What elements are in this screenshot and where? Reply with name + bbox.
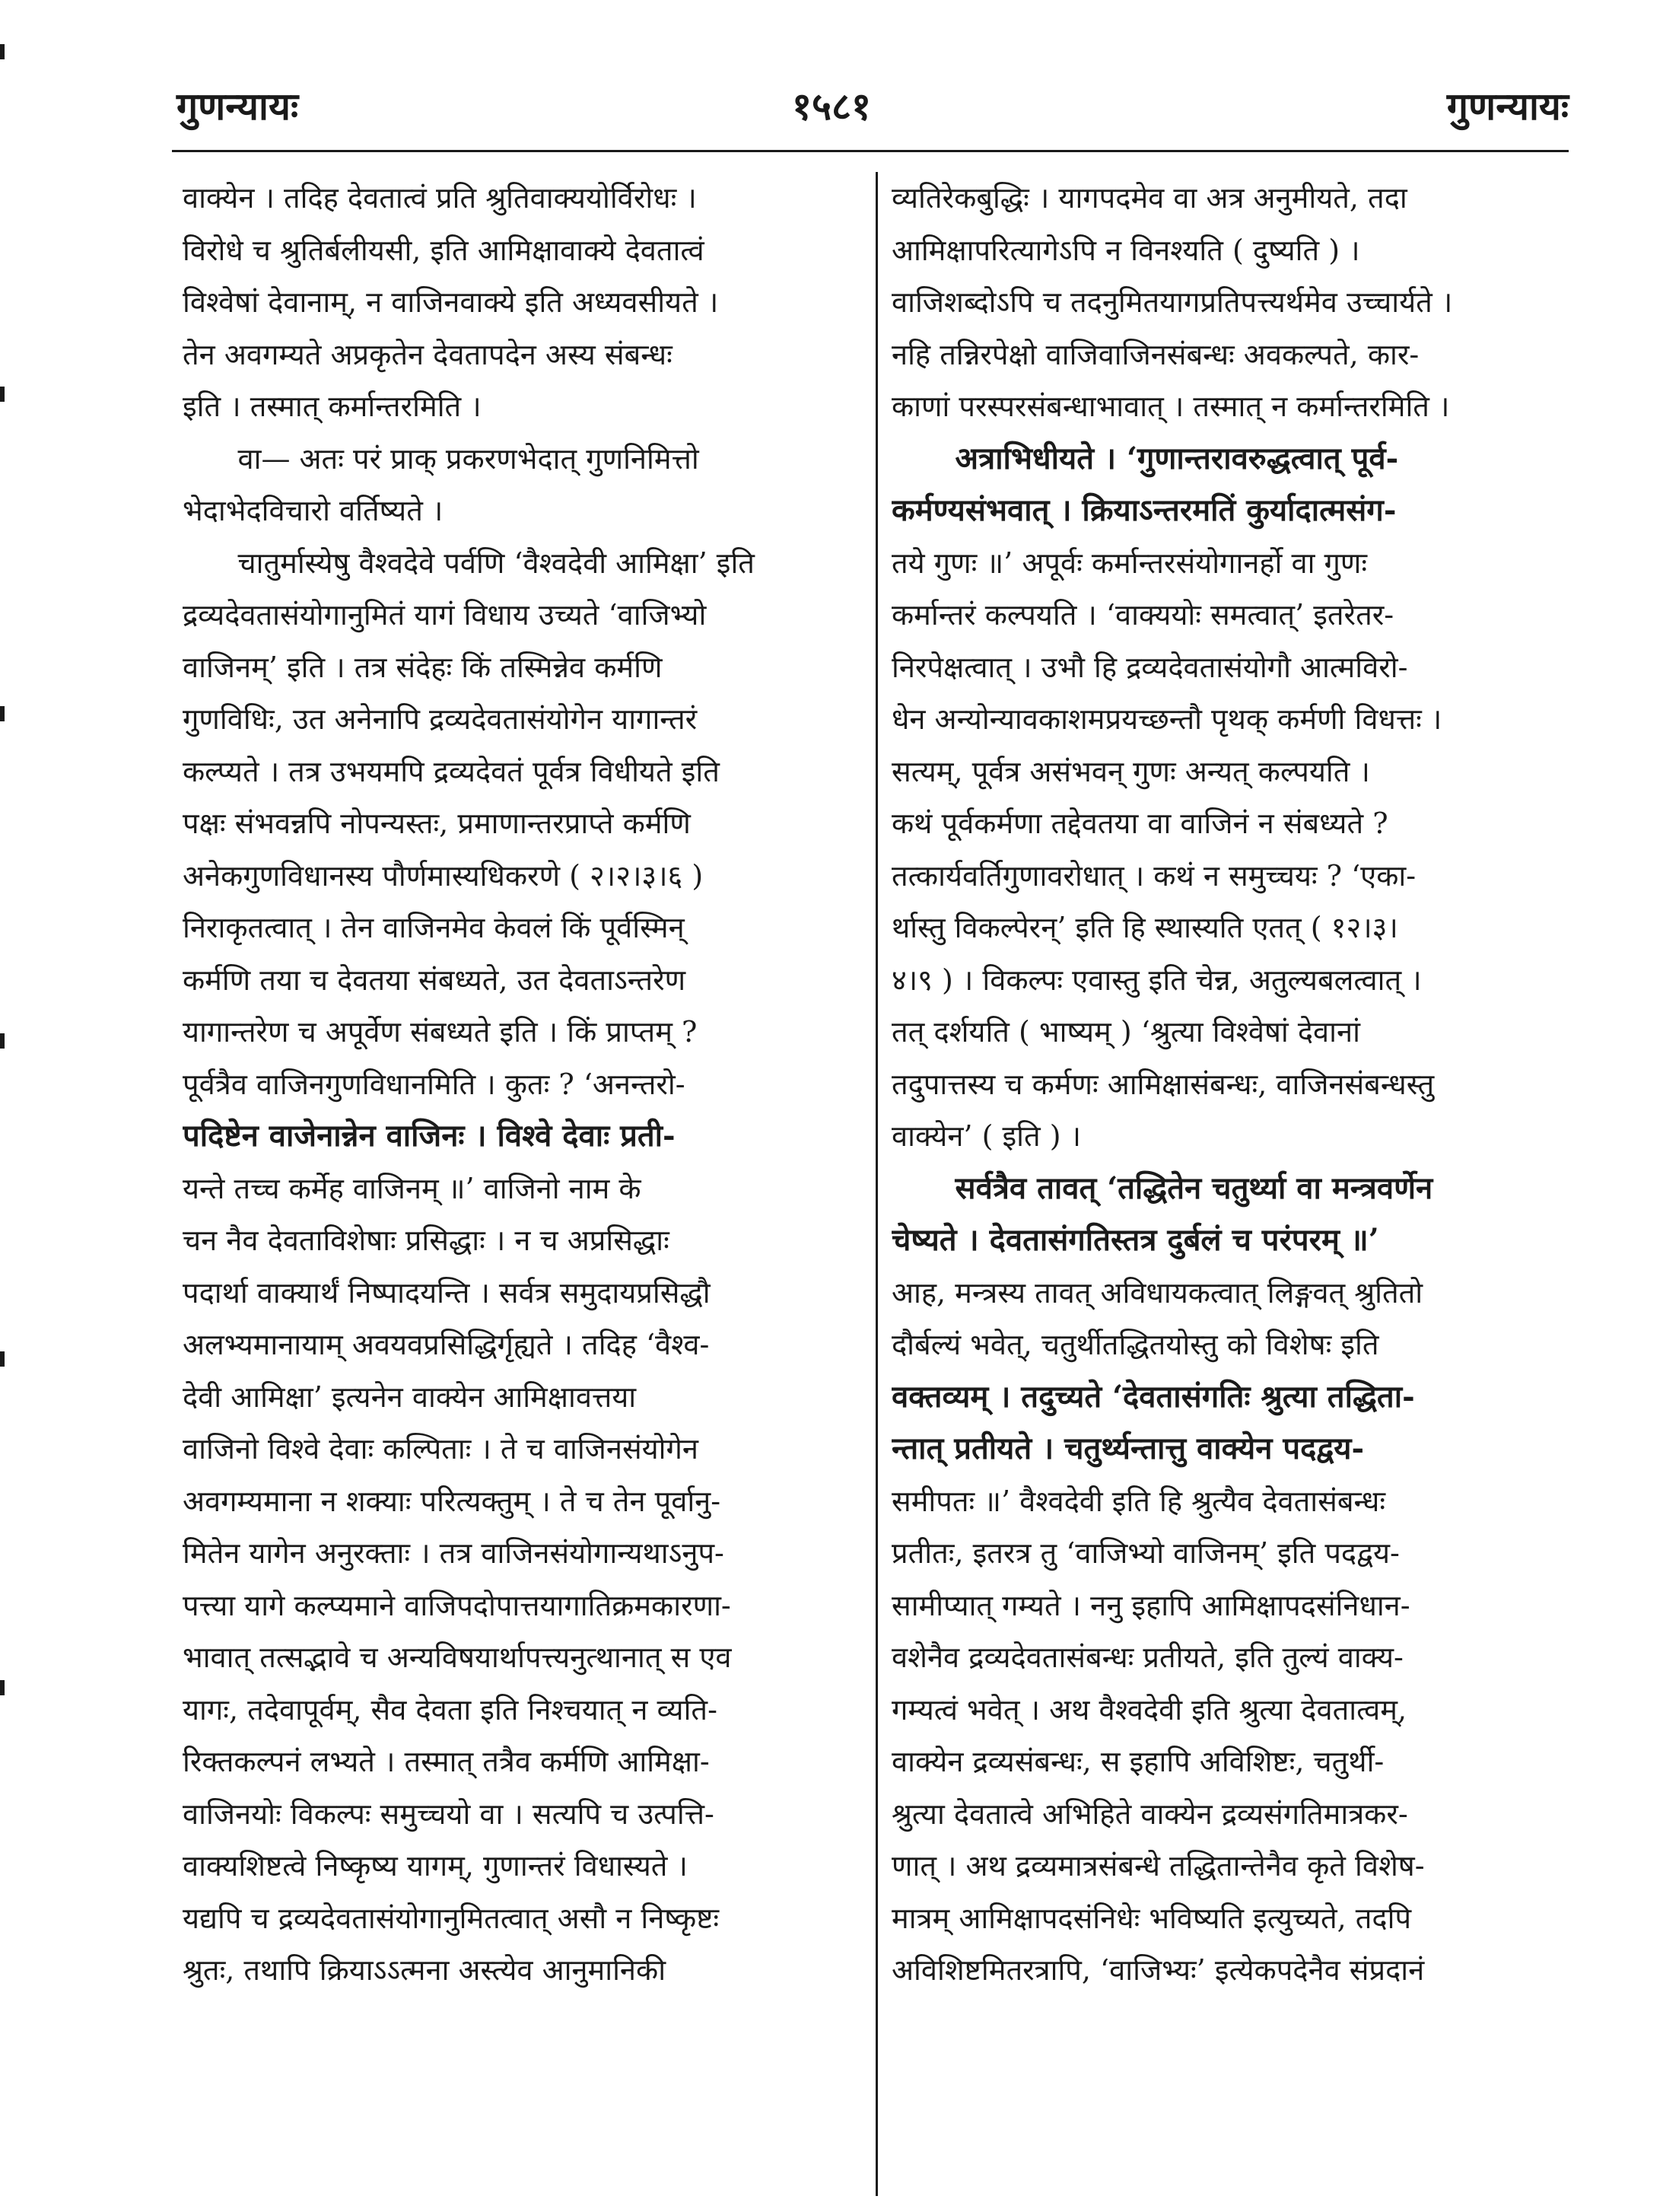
text-line: श्रुतः, तथापि क्रियाऽऽत्मना अस्त्येव आनुमानिकी [183, 1953, 666, 1987]
text-line: द्रव्यदेवतासंयोगानुमितं यागं विधाय उच्यते ‘वाजिभ्यो [183, 598, 707, 632]
scan-edge-mark [0, 1033, 5, 1049]
scan-edge-mark [0, 1351, 5, 1367]
running-title-right: गुणन्यायः [1446, 84, 1569, 129]
text-line: वा— अतः परं प्राक् प्रकरणभेदात् गुणनिमित्तो [183, 441, 699, 476]
text-line: पूर्वत्रैव वाजिनगुणविधानमिति । कुतः ? ‘अनन्तरो- [183, 1067, 685, 1101]
text-line: पक्षः संभवन्नपि नोपन्यस्तः, प्रमाणान्तरप्राप्ते कर्मणि [183, 807, 691, 840]
text-line: आमिक्षापरित्यागेऽपि न विनश्यति ( दुष्यति ) । [892, 233, 1360, 267]
text-line: तत्कार्यवर्तिगुणावरोधात् । कथं न समुच्चयः ? ‘एका- [892, 858, 1417, 893]
header-rule [172, 150, 1569, 152]
text-line: वशेनैव द्रव्यदेवतासंबन्धः प्रतीयते, इति तुल्यं वाक्य- [892, 1641, 1404, 1674]
text-line: अवगम्यमाना न शक्याः परित्यक्तुम् । ते च तेन पूर्वानु- [183, 1484, 721, 1518]
text-line: देवी आमिक्षा’ इत्यनेन वाक्येन आमिक्षावत्तया [183, 1380, 637, 1414]
text-line: गम्यत्वं भवेत् । अथ वैश्वदेवी इति श्रुत्या देवतात्वम्, [892, 1692, 1407, 1727]
running-title-left: गुणन्यायः [176, 84, 299, 129]
scan-edge-mark [0, 44, 5, 59]
text-line: दौर्बल्यं भवेत्, चतुर्थीतद्धितयोस्तु को विशेषः इति [892, 1328, 1379, 1361]
text-line: कर्मान्तरं कल्पयति । ‘वाक्ययोः समत्वात्’ इतरेतर- [892, 598, 1394, 632]
text-line: आह, मन्त्रस्य तावत् अविधायकत्वात् लिङ्गवत् श्रुतितो [892, 1275, 1423, 1310]
text-line: वाजिनम्’ इति । तत्र संदेहः किं तस्मिन्नेव कर्मणि [183, 650, 663, 684]
text-line: तये गुणः ॥’ अपूर्वः कर्मान्तरसंयोगानर्हो वा गुणः [892, 546, 1368, 580]
text-line: काणां परस्परसंबन्धाभावात् । तस्मात् न कर्मान्तरमिति । [892, 390, 1450, 423]
page-header [0, 76, 1663, 137]
text-line: पदार्था वाक्यार्थं निष्पादयन्ति । सर्वत्र समुदायप्रसिद्धौ [183, 1275, 711, 1310]
text-line: चन नैव देवताविशेषाः प्रसिद्धाः । न च अप्रसिद्धाः [183, 1224, 669, 1257]
text-line: पदिष्टेन वाजेनान्नेन वाजिनः । विश्वे देवाः प्रती- [183, 1118, 676, 1154]
text-line: भावात् तत्सद्भावे च अन्यविषयार्थापत्त्यनुत्थानात् स एव [183, 1641, 732, 1674]
text-line: कर्मण्यसंभवात् । क्रियाऽन्तरमतिं कुर्यादात्मसंग- [892, 492, 1397, 528]
text-line: समीपतः ॥’ वैश्वदेवी इति हि श्रुत्यैव देवतासंबन्धः [892, 1484, 1386, 1518]
text-line: गुणविधिः, उत अनेनापि द्रव्यदेवतासंयोगेन यागान्तरं [183, 702, 698, 736]
text-line: र्थास्तु विकल्पेरन्’ इति हि स्थास्यति एतत् ( १२।३। [892, 911, 1398, 944]
text-line: अविशिष्टमितरत्रापि, ‘वाजिभ्यः’ इत्येकपदेनैव संप्रदानं [892, 1953, 1425, 1987]
text-line: निराकृतत्वात् । तेन वाजिनमेव केवलं किं पूर्वस्मिन् [183, 911, 685, 944]
text-line: णात् । अथ द्रव्यमात्रसंबन्धे तद्धितान्तेनैव कृते विशेष- [892, 1849, 1425, 1883]
text-line: वाजिनो विश्वे देवाः कल्पिताः । ते च वाजिनसंयोगेन [183, 1432, 699, 1466]
text-line: तत् दर्शयति ( भाष्यम् ) ‘श्रुत्या विश्वेषां देवानां [892, 1015, 1360, 1049]
text-line: यागः, तदेवापूर्वम्, सैव देवता इति निश्चयात् न व्यति- [183, 1692, 717, 1727]
text-line: वाक्येन । तदिह देवतात्वं प्रति श्रुतिवाक्ययोर्विरोधः । [183, 181, 697, 215]
text-line: यन्ते तच्च कर्मेह वाजिनम् ॥’ वाजिनो नाम के [183, 1171, 641, 1205]
text-line: यागान्तरेण च अपूर्वेण संबध्यते इति । किं प्राप्तम् ? [183, 1015, 698, 1049]
text-line: प्रतीतः, इतरत्र तु ‘वाजिभ्यो वाजिनम्’ इति पदद्वय- [892, 1536, 1400, 1570]
text-line: नहि तन्निरपेक्षो वाजिवाजिनसंबन्धः अवकल्पते, कार- [892, 337, 1420, 371]
page-number: १५८१ [792, 84, 871, 129]
text-line: वाक्यशिष्टत्वे निष्कृष्य यागम्, गुणान्तरं विधास्यते । [183, 1849, 688, 1883]
text-line: रिक्तकल्पनं लभ्यते । तस्मात् तत्रैव कर्मणि आमिक्षा- [183, 1745, 710, 1778]
scan-edge-mark [0, 1680, 5, 1695]
text-line: मात्रम् आमिक्षापदसंनिधेः भविष्यति इत्युच्यते, तदपि [892, 1901, 1412, 1935]
text-line: वाजिशब्दोऽपि च तदनुमितयागप्रतिपत्त्यर्थमेव उच्चार्यते । [892, 285, 1453, 319]
text-line: यद्यपि च द्रव्यदेवतासंयोगानुमितत्वात् असौ न निष्कृष्टः [183, 1901, 720, 1935]
text-line: कर्मणि तया च देवतया संबध्यते, उत देवताऽन्तरेण [183, 963, 686, 997]
text-line: चातुर्मास्येषु वैश्वदेवे पर्वणि ‘वैश्वदेवी आमिक्षा’ इति [183, 546, 755, 580]
text-line: व्यतिरेकबुद्धिः । यागपदमेव वा अत्र अनुमीयते, तदा [892, 181, 1407, 215]
text-line: धेन अन्योन्यावकाशमप्रयच्छन्तौ पृथक् कर्मणी विधत्तः । [892, 702, 1442, 736]
text-line: वाजिनयोः विकल्पः समुच्चयो वा । सत्यपि च उत्पत्ति- [183, 1797, 714, 1831]
text-line: वाक्येन’ ( इति ) । [892, 1119, 1082, 1153]
text-line: निरपेक्षत्वात् । उभौ हि द्रव्यदेवतासंयोगौ आत्मविरो- [892, 650, 1408, 684]
text-line: सामीप्यात् गम्यते । ननु इहापि आमिक्षापदसंनिधान- [892, 1588, 1410, 1622]
text-line: अत्राभिधीयते । ‘गुणान्तरावरुद्धत्वात् पूर्व- [892, 440, 1399, 476]
scan-edge-mark [0, 387, 5, 402]
column-divider [876, 172, 878, 2196]
text-line: श्रुत्या देवतात्वे अभिहिते वाक्येन द्रव्यसंगतिमात्रकर- [892, 1797, 1408, 1831]
text-line: पत्त्या यागे कल्प्यमाने वाजिपदोपात्तयागातिक्रमकारणा- [183, 1588, 731, 1622]
text-line: सत्यम्, पूर्वत्र असंभवन् गुणः अन्यत् कल्पयति । [892, 754, 1370, 788]
text-line: मितेन यागेन अनुरक्ताः । तत्र वाजिनसंयोगान्यथाऽनुप- [183, 1536, 724, 1570]
left-column [183, 172, 852, 2200]
text-line: अलभ्यमानायाम् अवयवप्रसिद्धिर्गृह्यते । तदिह ‘वैश्व- [183, 1328, 710, 1361]
text-line: कल्प्यते । तत्र उभयमपि द्रव्यदेवतं पूर्वत्र विधीयते इति [183, 754, 720, 788]
text-line: वाक्येन द्रव्यसंबन्धः, स इहापि अविशिष्टः, चतुर्थी- [892, 1745, 1385, 1778]
text-line: वक्तव्यम् । तदुच्यते ‘देवतासंगतिः श्रुत्या तद्धिता- [892, 1378, 1415, 1415]
text-line: ४।९ ) । विकल्पः एवास्तु इति चेन्न, अतुल्यबलत्वात् । [892, 963, 1422, 997]
text-line: तदुपात्तस्य च कर्मणः आमिक्षासंबन्धः, वाजिनसंबन्धस्तु [892, 1067, 1435, 1101]
text-line: कथं पूर्वकर्मणा तद्देवतया वा वाजिनं न संबध्यते ? [892, 807, 1388, 840]
text-line: इति । तस्मात् कर्मान्तरमिति । [183, 390, 482, 423]
text-line: भेदाभेदविचारो वर्तिष्यते । [183, 494, 444, 527]
scan-edge-mark [0, 706, 5, 721]
text-line: तेन अवगम्यते अप्रकृतेन देवतापदेन अस्य संबन्धः [183, 337, 673, 371]
right-column [892, 172, 1576, 2200]
text-line: अनेकगुणविधानस्य पौर्णमास्यधिकरणे ( २।२।३।६ ) [183, 858, 704, 893]
text-line: विरोधे च श्रुतिर्बलीयसी, इति आमिक्षावाक्ये देवतात्वं [183, 233, 704, 267]
text-line: विश्वेषां देवानाम्, न वाजिनवाक्ये इति अध्यवसीयते । [183, 285, 719, 319]
text-line: न्तात् प्रतीयते । चतुर्थ्यन्तात्तु वाक्येन पदद्वय- [892, 1431, 1365, 1466]
text-line: चेष्यते । देवतासंगतिस्तत्र दुर्बलं च परंपरम् ॥’ [892, 1222, 1379, 1258]
text-line: सर्वत्रैव तावत् ‘तद्धितेन चतुर्थ्या वा मन्त्रवर्णेन [892, 1170, 1433, 1206]
